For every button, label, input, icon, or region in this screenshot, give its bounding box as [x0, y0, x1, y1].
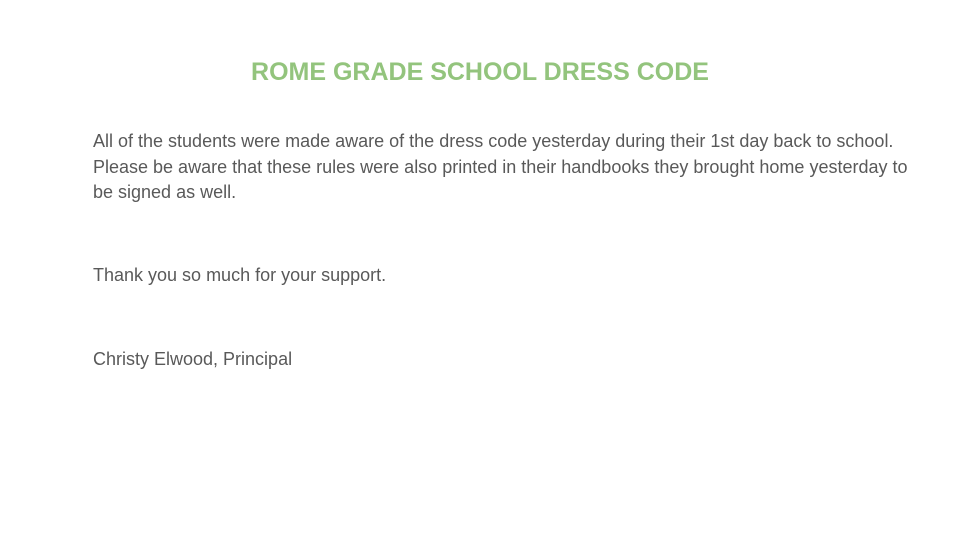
body-paragraph-thanks: Thank you so much for your support. [93, 265, 387, 285]
document-title: ROME GRADE SCHOOL DRESS CODE [251, 58, 709, 86]
signature-line: Christy Elwood, Principal [93, 349, 293, 369]
body-paragraph-notice: All of the students were made aware of the dress code yesterday during their 1st day back to school. Please be aware that these rules were also printed in their handbooks they brought home yesterday to be signed as well. [93, 131, 908, 202]
